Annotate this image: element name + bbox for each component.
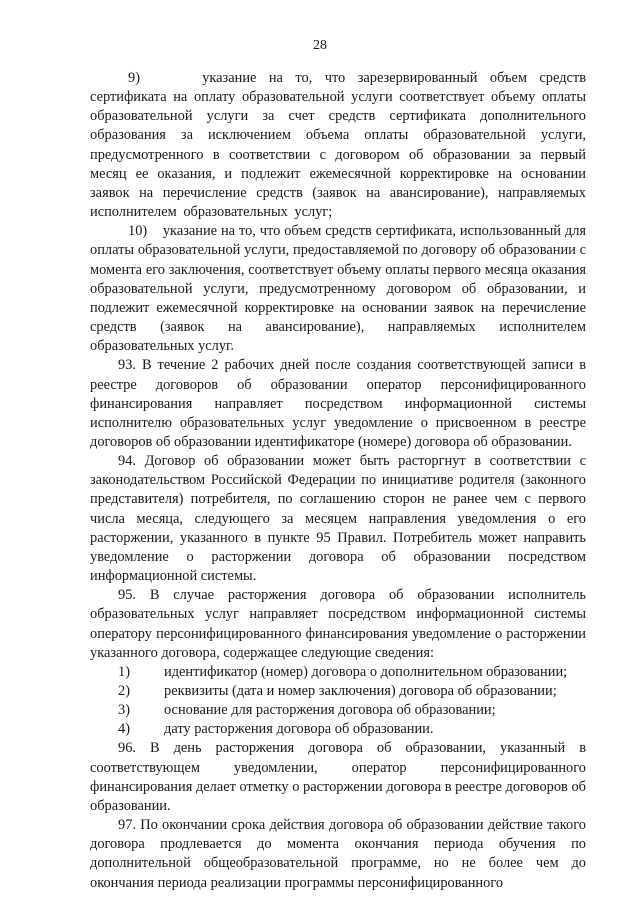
paragraph-item-9: 9) указание на то, что зарезервированный объем средств сертификата на оплату образовательной услуги соответствует объему оплаты образовательной услуги за счет средств сертификата дополнительного образования за исключением объема оплаты образовательной услуги, предусмотренного в соответствии с договором об образовании за первый месяц ее оказания, и подлежит ежемесячной корректировке на основании заявок на перечисление средств (заявок на авансирование), направляемых исполнителем образовательных услуг; [90, 70, 586, 221]
list-item [90, 663, 586, 682]
paragraph-96: 96. В день расторжения договора об образовании, указанный в соответствующем уведомлении, оператор персонифицированного финансирования делает отметку о расторжении договора в реестре договоров об образовании. [90, 740, 586, 814]
document-body [90, 69, 586, 893]
list-item [90, 720, 586, 739]
paragraph-item-10: 10) указание на то, что объем средств сертификата, использованный для оплаты образовательной услуги, предоставляемой по договору об образовании с момента его заключения, соответствует объему оплаты первого месяца оказания образовательной услуги, предусмотренному договором об образовании, и подлежит ежемесячной корректировке на основании заявок на перечисление средств (заявок на авансирование), направляемых исполнителем образовательных услуг. [90, 223, 586, 355]
list-item-text: основание для расторжения договора об образовании; [164, 702, 496, 719]
list-item-number: 1) [118, 663, 130, 680]
list-item-text: идентификатор (номер) договора о дополнительном образовании; [164, 663, 568, 680]
paragraph-95: 95. В случае расторжения договора об образовании исполнитель образовательных услуг направляет посредством информационной системы оператору персонифицированного финансирования уведомление о расторжении указанного договора, содержащее следующие сведения: [90, 587, 586, 661]
list-item-number: 4) [118, 721, 130, 738]
page-number: 28 [313, 38, 327, 53]
paragraph-97: 97. По окончании срока действия договора об образовании действие такого договора продлевается до момента окончания периода обучения по дополнительной общеобразовательной программе, но не более чем до окончания периода реализации программы персонифицированного [90, 817, 586, 891]
list-item [90, 701, 586, 720]
list-item-text: дату расторжения договора об образовании. [164, 721, 434, 738]
list-item [90, 682, 586, 701]
list-item-number: 2) [118, 683, 130, 699]
paragraph-94: 94. Договор об образовании может быть расторгнут в соответствии с законодательством Российской Федерации по инициативе родителя (законного представителя) потребителя, по соглашению сторон не ранее чем с первого числа месяца, следующего за месяцем направления уведомления о его расторжении, указанного в пункте 95 Правил. Потребитель может направить уведомление о расторжении договора об образовании посредством информационной системы. [90, 453, 586, 585]
paragraph-93: 93. В течение 2 рабочих дней после создания соответствующей записи в реестре договоров об образовании оператор персонифицированного финансирования направляет посредством информационной системы исполнителю образовательных услуг уведомление о присвоенном в реестре договоров об образовании идентификаторе (номере) договора об образовании. [90, 357, 586, 450]
list-item-text: реквизиты (дата и номер заключения) договора об образовании; [164, 683, 557, 699]
list-item-number: 3) [118, 702, 130, 719]
